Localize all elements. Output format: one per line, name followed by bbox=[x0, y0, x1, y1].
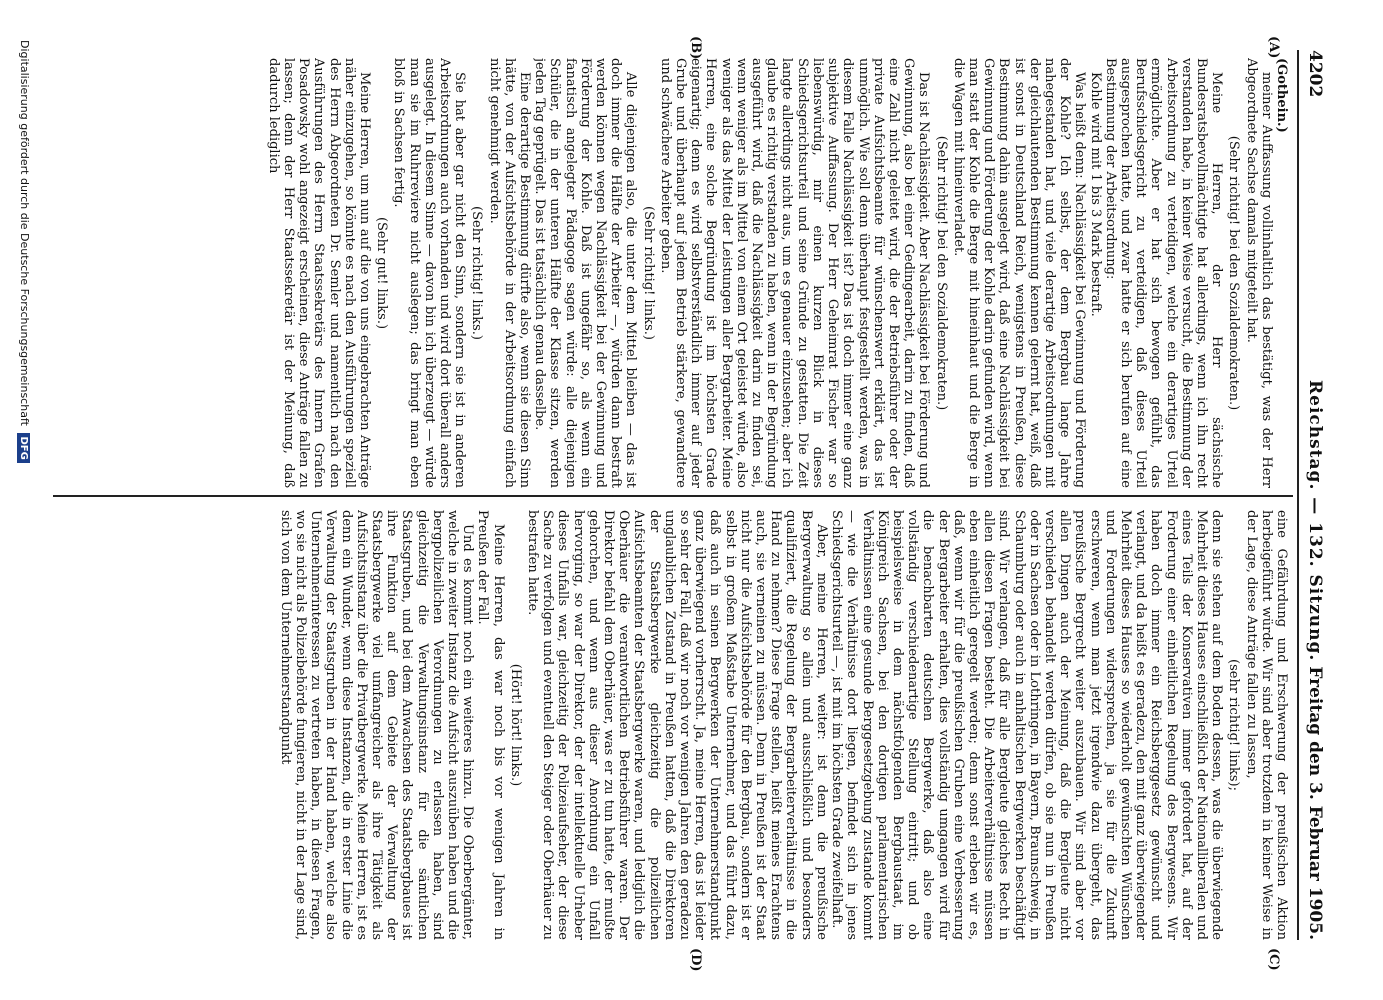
digitization-footer bbox=[18, 40, 32, 950]
funding-note: Digitalisierung gefördert durch die Deutsche Forschungsgemeinschaft bbox=[18, 40, 31, 426]
page-header bbox=[1301, 50, 1325, 940]
column-divider bbox=[53, 495, 1293, 497]
paragraph: Kohle wird mit 1 bis 3 Mark bestraft. bbox=[1087, 72, 1103, 317]
paragraph: meiner Auffassung vollinhaltlich das bestätigt, was der Herr Abgeordnete Sachse damals mitgeteilt hat. bbox=[1243, 58, 1274, 488]
right-column bbox=[59, 510, 1289, 940]
paragraph: Was heißt denn: Nachlässigkeit bei Gewinnung und Förderung der Kohle? Ich selbst, der dem Bergbau lange Jahre nahegestanden hat, und viele derartige Arbeitsordnungen mit der gleichlautenden Bestimmung kennen gelernt hat, weiß, daß ist sonst in Deutschland Reich, wenigstens in Preußen, diese Bestimmung dahin ausgelegt wird, daß eine Nachlässigkeit bei Gewinnung und Förderung der Kohle darin gefunden wird, wenn man statt der Kohle die Berge mit hineinhaut und die Berge in die Wagen mit hineinverladet. bbox=[950, 58, 1088, 488]
paragraph: Alle diejenigen also, die unter dem Mittel bleiben — das ist doch immer die Hälfte der Arbeiter —, würden dann bestraft werden können wegen Nachlässigkeit bei der Gewinnung und Förderung der Kohle. Daß ist ungefähr so, als wenn ein fanatisch angelegter Pädagoge sagen würde: alle diejenigen Schüler, die in der unteren Hälfte der Klasse sitzen, werden jeden Tag geprügelt. Das ist tatsächlich genau dasselbe. bbox=[532, 58, 639, 488]
paragraph: Sie hat aber gar nicht den Sinn, sondern sie ist in anderen Arbeitsordnungen auch vorhanden und wird dort überall anders ausgelegt. In diesem Sinne — davon bin ich überzeugt — würde man sie im Ruhrreviere nicht auslegen; das bringt man eben bloß in Sachsen fertig. bbox=[391, 58, 468, 488]
reaction-note: (Sehr gut! links.) bbox=[374, 216, 390, 330]
left-column-paragraphs bbox=[266, 58, 1274, 488]
paragraph: Und es kommt noch ein weiteres hinzu. Die Oberbergämter, welche in zweiter Instanz die Aufsicht auszuüben haben und die bergpolizeilichen Verordnungen zu erlassen haben, sind gleichzeitig die Verwaltungsinstanz für die sämtlichen Staatsgruben, und bei dem Anwachsen des Staatsbergbaues ist ihre Funktion auf dem Gebiete der Verwaltung der Staatsbergwerke viel umfangreicher als ihre Tätigkeit als Aufsichtsinstanz über die Privatbergwerke. Meine Herren, ist es denn ein Wunder, wenn diese Instanzen, die in erster Linie die Verwaltung der Staatsgruben in der Hand haben, welche also Unternehmerinteressen zu vertreten haben, in diesen Fragen, wo sie nicht als Polizeibehörde fungieren, nicht in der Lage sind, sich von dem Unternehmerstandpunkt bbox=[277, 510, 476, 940]
reaction-note: (Sehr richtig! bei den Sozialdemokraten.) bbox=[933, 135, 949, 411]
paragraph: Meine Herren, das war noch bis vor wenigen Jahren in Preußen der Fall. bbox=[475, 510, 506, 940]
reaction-note: (Sehr richtig! links.) bbox=[640, 206, 656, 340]
paragraph: Meine Herren, um nun auf die von uns eingebrachten Anträge näher einzugehen, so könnte es nach den Ausführungen speziell des Herrn Abgeordneten Dr. Semler und namentlich nach den Ausführungen des Herrn Staatssekretärs des Innern Grafen Posadowsky wohl angezeigt erscheinen, diese Anträge fallen zu lassen; denn der Herr Staatssekretär ist der Meinung, daß dadurch lediglich bbox=[265, 58, 373, 488]
session-title: Reichstag. — 132. Sitzung. bbox=[1305, 380, 1325, 662]
reaction-note: (Hört! hört! links.) bbox=[507, 663, 523, 787]
header-rule bbox=[1297, 50, 1299, 940]
paragraph: Das ist Nachlässigkeit. Aber Nachlässigkeit bei Förderung und Gewinnung, also bei einer Gedingearbeit, darin zu finden, daß eine Zahl nicht geleitet wird, die der Betriebsführer oder der private Aufsichtsbeamte für wünschenswert erklärt, das ist unmöglich. Wie soll denn überhaupt festgestellt werden, was in diesem Falle Nachlässigkeit ist? Das ist doch immer eine ganz subjektive Auffassung. Der Herr Geheimrat Fischer war so liebenswürdig, mir einen kurzen Blick in dieses Schiedsgerichtsurteil und seine Gründe zu gestatten. Die Zeit langte allerdings nicht aus, um es genauer einzusehen; aber ich glaube es richtig verstanden zu haben, wenn in der Begründung ausgeführt wird, daß die Nachlässigkeit darin zu finden sei, wenn weniger als im Mittel von einem Ort geleistet würde, also weniger als das Mittel der Leistungen aller Bergarbeiter. Meine Herren, eine solche Begründung ist im höchsten Grade eigenartig; denn es wird selbstverständlich immer auf jeder Grube und überhaupt auf jedem Betrieb stärkere, gewandtere und schwächere Arbeiter geben. bbox=[657, 58, 932, 488]
paragraph: Eine derartige Bestimmung dürfte also, wenn sie diesen Sinn hätte, von der Aufsichtsbehörde in der Arbeitsordnung einfach nicht genehmigt werden. bbox=[486, 58, 533, 488]
margin-marker-a: (A) bbox=[1266, 36, 1281, 59]
reaction-note: (Sehr richtig! links.) bbox=[469, 206, 485, 340]
margin-marker-c: (C) bbox=[1266, 948, 1281, 971]
left-column bbox=[59, 58, 1289, 488]
paragraph: eine Gefährdung und Erschwerung der preußischen Aktion herbeigeführt würde. Wir sind aber trotzdem in keiner Weise in der Lage, diese Anträge fallen zu lassen, bbox=[1243, 510, 1289, 940]
paragraph: denn sie stehen auf dem Boden dessen, was die überwiegende Mehrheit dieses Hauses einschließlich der Nationalliberalen und eines Teils der Konservativen immer gefordert hat, auf der Forderung einer einheitlichen Regelung des Bergwesens. Wir haben doch immer ein Reichsberggesetz gewünscht und verlangt, und da heißt es geradezu, den mit ganz überwiegender Mehrheit dieses Hauses so wiederholt gewünschten Wünschen und Forderungen widersprechen, ja sie für die Zukunft erschweren, wenn man jetzt irgendwie dazu übergeht, das preußische Bergrecht weiter auszubauen. Wir sind aber vor allen Dingen auch der Meinung, daß die Bergleute nicht verschieden behandelt werden dürfen, ob sie nun in Preußen oder in Sachsen oder in Lothringen, in Bayern, Braunschweig, in Schaumburg oder auch in anhaltischen Bergwerken beschäftigt sind. Wir verlangen, daß für alle Bergleute gleiches Recht in allen diesen Fragen besteht. Die Arbeiterverhältnisse müssen eben einheitlich geregelt werden; denn sonst erleben wir es, daß, wenn wir für die preußischen Gruben eine Verbesserung der Bergarbeiter erhalten, dies vollständig umgangen wird für die benachbarten deutschen Bergwerke, daß also eine vollständig verschiedenartige Stellung eintritt; und ob beispielsweise in dem nächstfolgenden Bergbaustaat, im Königreich Sachsen, bei den dortigen parlamentarischen Verhältnissen eine gesunde Berggesetzgebung zustande kommt — wie die Verhältnisse dort liegen, befindet sich in jenes Schiedsgerichtsurteil —, ist mit im höchsten Grade zweifelhaft. bbox=[829, 510, 1225, 940]
margin-marker-d: (D) bbox=[688, 948, 703, 972]
margin-marker-b: (B) bbox=[688, 36, 703, 60]
paragraph: Meine Herren, der Herr sächsische Bundesratsbevollmächtigte hat allerdings, wenn ich ihn recht verstanden habe, in keiner Weise versucht, die Bestimmung der Arbeitsordnung zu verteidigen, welche ein derartiges Urteil ermöglichte. Aber er hat sich bewogen gefühlt, das Berufsschiedsgericht zu verteidigen, daß dieses Urteil ausgesprochen hatte, und zwar hatte er sich berufen auf eine Bestimmung der Arbeitsordnung: bbox=[1102, 58, 1225, 488]
right-column-paragraphs bbox=[278, 510, 1289, 940]
speaker-name: (Gothein.) bbox=[1274, 58, 1289, 133]
reaction-note: (sehr richtig! links); bbox=[1226, 659, 1242, 791]
paragraph: Aber, meine Herren, weiter: ist denn die preußische Bergverwaltung so allein und ausschließlich und besonders qualifiziert, die Regelung der Bergarbeiterverhältnisse in die Hand zu nehmen? Diese Frage stellen, heißt meines Erachtens auch, sie verneinen zu müssen. Denn in Preußen ist der Staat nicht nur die Aufsichtsbehörde für den Bergbau, sondern ist er selbst in großem Maßstabe Unternehmer, und das führt dazu, daß auch in seinen Bergwerken der Unternehmerstandpunkt ganz überwiegend vorherrscht. Ja, meine Herren, das ist leider so sehr der Fall, daß wir noch vor wenigen Jahren den geradezu unglaublichen Zustand in Preußen hatten, daß die Direktoren der Staatsbergwerke gleichzeitig die polizeilichen Aufsichtsbeamten der Staatsbergwerke waren, und lediglich die Oberhäuer die verantwortlichen Betriebsführer waren. Der Direktor befahl dem Oberhäuer, was er zu tun hatte, der mußte gehorchen, und wenn aus dieser Anordnung ein Unfall hervorging, so war der Direktor, der der intellektuelle Urheber dieses Unfalls war, gleichzeitig der Polizeiaufseher, der diese Sache zu verfolgen und eventuell den Steiger oder Oberhäuer zu bestrafen hatte. bbox=[525, 510, 829, 940]
dfg-logo: DFG bbox=[18, 433, 31, 462]
reaction-note: (Sehr richtig! bei den Sozialdemokraten.) bbox=[1226, 135, 1242, 411]
page-number: 4202 bbox=[1305, 50, 1325, 98]
session-date: Freitag den 3. Februar 1905. bbox=[1305, 666, 1325, 940]
